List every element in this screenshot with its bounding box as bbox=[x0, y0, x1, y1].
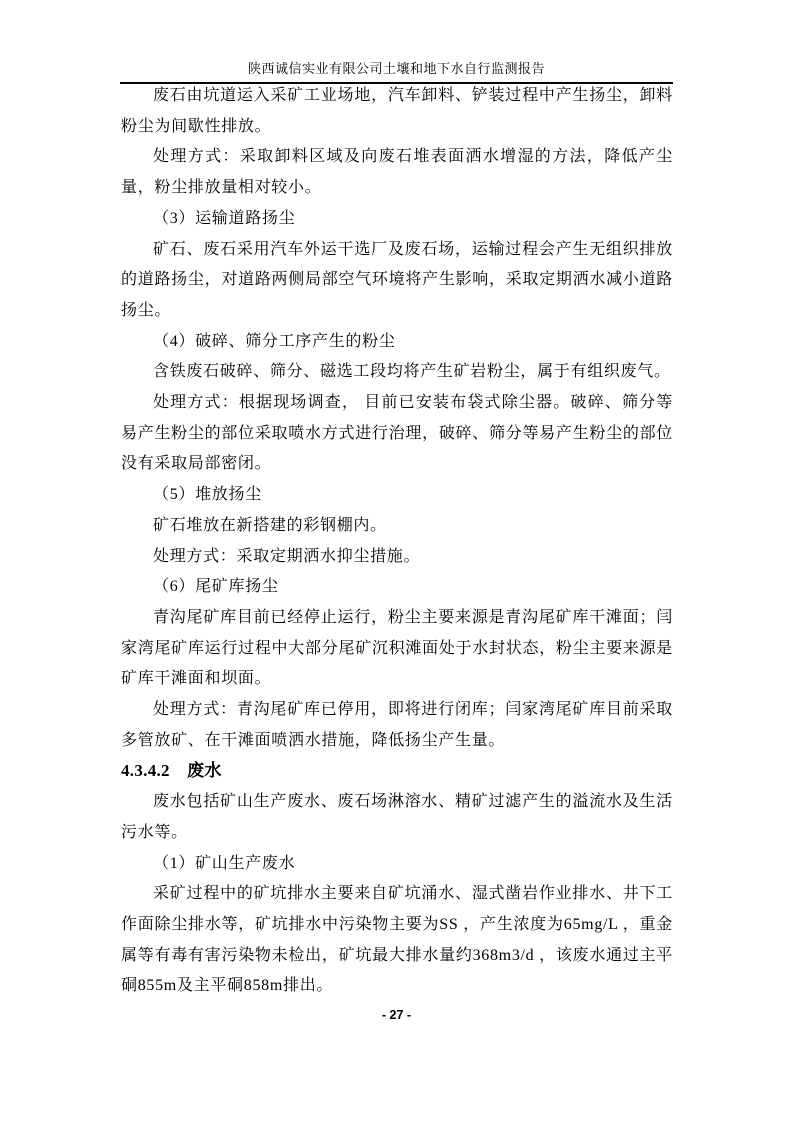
paragraph: （1）矿山生产废水 bbox=[153, 854, 296, 872]
paragraph: （4）破碎、筛分工序产生的粉尘 bbox=[153, 332, 396, 350]
page-header-title: 陕西诚信实业有限公司土壤和地下水自行监测报告 bbox=[120, 58, 673, 84]
paragraph: （6）尾矿库扬尘 bbox=[153, 578, 279, 596]
paragraph: 矿石堆放在新搭建的彩钢棚内。 bbox=[153, 516, 387, 534]
page-number: - 27 - bbox=[381, 1008, 412, 1022]
paragraph: 矿石、废石采用汽车外运干选厂及废石场，运输过程会产生无组织排放的道路扬尘，对道路两侧局部空气环境将产生影响，采取定期洒水减小道路扬尘。 bbox=[121, 240, 673, 319]
paragraph: 处理方式：青沟尾矿库已停用，即将进行闭库；闫家湾尾矿库目前采取多管放矿、在干滩面喷洒水措施，降低扬尘产生量。 bbox=[121, 701, 673, 749]
paragraph: 处理方式：采取卸料区域及向废石堆表面洒水增湿的方法，降低产尘量，粉尘排放量相对较小。 bbox=[121, 148, 673, 197]
paragraph: 处理方式：采取定期洒水抑尘措施。 bbox=[153, 547, 421, 565]
paragraph: 废水包括矿山生产废水、废石场淋溶水、精矿过滤产生的溢流水及生活污水等。 bbox=[121, 793, 673, 841]
document-body bbox=[121, 81, 673, 1002]
paragraph: 废石由坑道运入采矿工业场地，汽车卸料、铲装过程中产生扬尘，卸料粉尘为间歇性排放。 bbox=[121, 87, 673, 135]
paragraph: （5）堆放扬尘 bbox=[153, 486, 262, 504]
paragraph: 采矿过程中的矿坑排水主要来自矿坑涌水、湿式凿岩作业排水、井下工作面除尘排水等，矿坑排水中污染物主要为SS ，产生浓度为65mg/L ，重金属等有毒有害污染物未检出，矿坑最大排水量约368m3/d ，该废水通过主平硐855m及主平硐858m排出。 bbox=[121, 885, 673, 995]
section-heading-wastewater: 4.3.4.2 废水 bbox=[121, 761, 222, 781]
paragraph: 含铁废石破碎、筛分、磁选工段均将产生矿岩粉尘，属于有组织废气。 bbox=[153, 363, 671, 381]
paragraph: （3）运输道路扬尘 bbox=[153, 209, 296, 227]
paragraph: 处理方式：根据现场调查， 目前已安装布袋式除尘器。破碎、筛分等易产生粉尘的部位采取喷水方式进行治理，破碎、筛分等易产生粉尘的部位没有采取局部密闭。 bbox=[121, 394, 673, 473]
paragraph: 青沟尾矿库目前已经停止运行，粉尘主要来源是青沟尾矿库干滩面；闫家湾尾矿库运行过程中大部分尾矿沉积滩面处于水封状态，粉尘主要来源是矿库干滩面和坝面。 bbox=[121, 608, 673, 688]
